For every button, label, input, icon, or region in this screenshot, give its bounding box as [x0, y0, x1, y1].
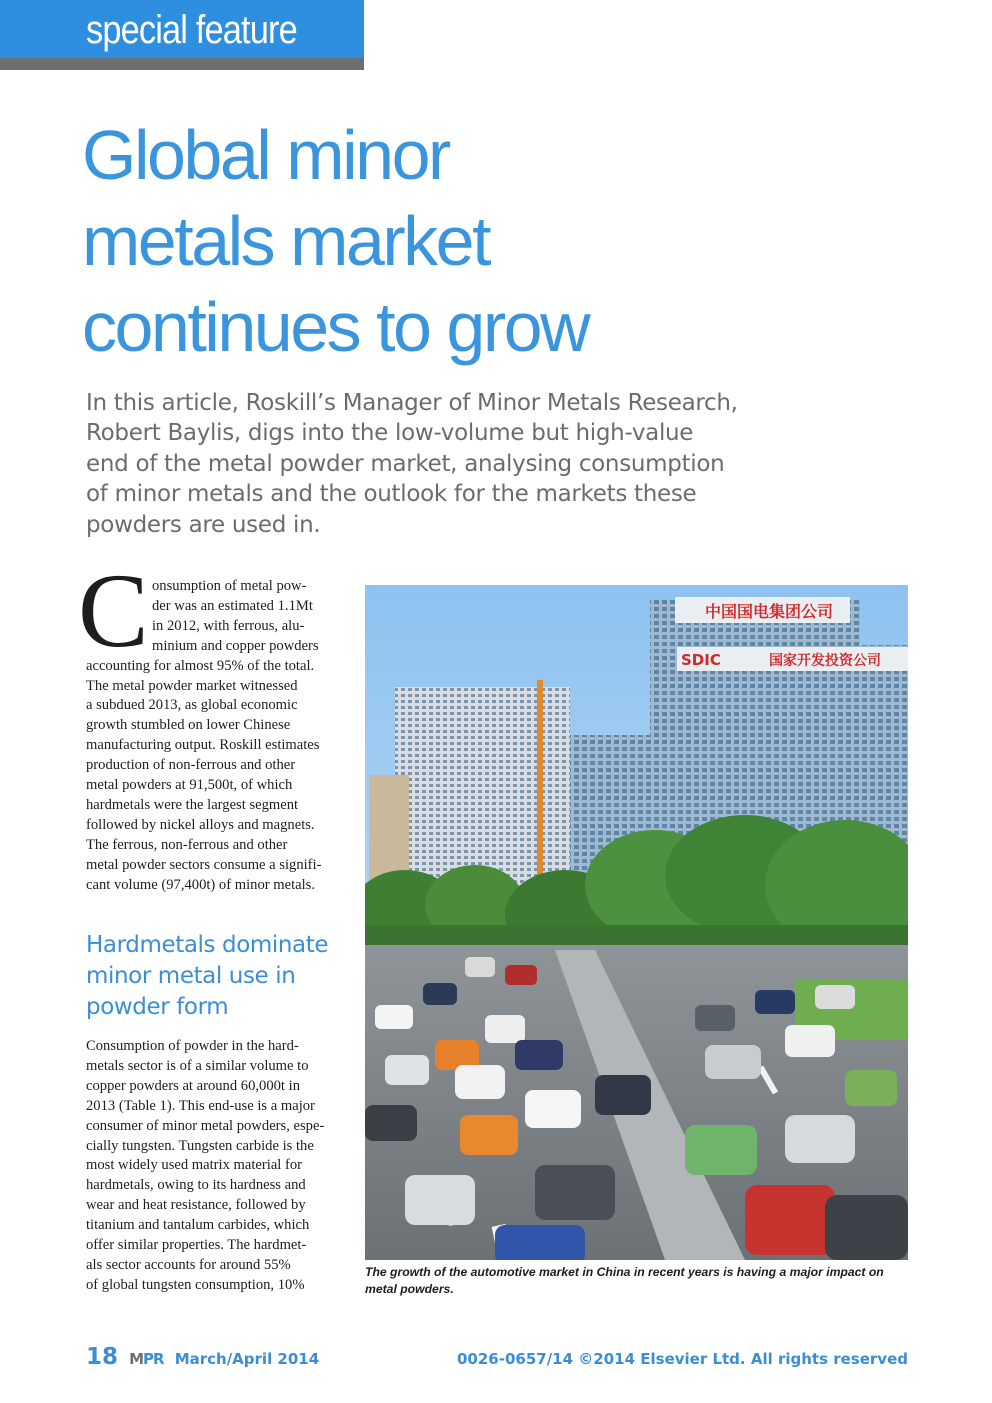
body-line: growth stumbled on lower Chinese	[86, 717, 291, 734]
sign-top-text: 中国国电集团公司	[705, 602, 834, 621]
body-line: most widely used matrix material for	[86, 1157, 303, 1174]
body-line: manufacturing output. Roskill estimates	[86, 737, 320, 754]
body-line: titanium and tantalum carbides, which	[86, 1217, 310, 1234]
body-line: The metal powder market witnessed	[86, 677, 298, 694]
body-line: wear and heat resistance, followed by	[86, 1197, 306, 1214]
body-line: onsumption of metal pow-	[152, 578, 307, 594]
standfirst-line: powders are used in.	[86, 511, 321, 538]
body-line: accounting for almost 95% of the total.	[86, 657, 315, 674]
body-line: in 2012, with ferrous, alu-	[152, 617, 305, 634]
standfirst-line: end of the metal powder market, analysing consumption	[86, 450, 725, 477]
body-line: followed by nickel alloys and magnets.	[86, 816, 315, 833]
standfirst-line: Robert Baylis, digs into the low-volume but high-value	[86, 420, 694, 447]
subhead-line: minor metal use in	[86, 963, 296, 989]
title-line: continues to grow	[82, 288, 589, 366]
logo-part-a: M	[129, 1350, 144, 1368]
body-line: hardmetals, owing to its hardness and	[86, 1177, 306, 1194]
body-line: metal powders at 91,500t, of which	[86, 777, 293, 794]
standfirst	[86, 388, 786, 540]
sign-bottom-text: 国家开发投资公司	[769, 653, 881, 669]
body-line: consumer of minor metal powders, espe-	[86, 1117, 325, 1134]
body-line: production of non-ferrous and other	[86, 757, 296, 774]
caption-line: The growth of the automotive market in China in recent years is having a major impact on	[365, 1265, 884, 1279]
footer-left	[86, 1344, 319, 1370]
crane	[537, 680, 543, 880]
body-line: The ferrous, non-ferrous and other	[86, 836, 288, 853]
standfirst-line: of minor metals and the outlook for the markets these	[86, 481, 697, 508]
standfirst-line: In this article, Roskill’s Manager of Minor Metals Research,	[86, 390, 738, 416]
copyright-notice: 0026-0657/14 ©2014 Elsevier Ltd. All rights reserved	[456, 1350, 908, 1368]
logo-part-b: PR	[143, 1350, 164, 1368]
body-line: 2013 (Table 1). This end-use is a major	[86, 1097, 315, 1114]
body-line: copper powders at around 60,000t in	[86, 1077, 300, 1094]
section-tab-label: special feature	[86, 8, 297, 52]
issue-date: March/April 2014	[174, 1350, 320, 1368]
body-line: a subdued 2013, as global economic	[86, 697, 298, 714]
subhead-line: Hardmetals dominate	[86, 932, 329, 958]
body-line: metals sector is of a similar volume to	[86, 1057, 309, 1074]
article-title	[82, 112, 782, 370]
journal-logo	[129, 1350, 163, 1368]
subhead-line: powder form	[86, 994, 229, 1020]
body-paragraph-2	[86, 1037, 354, 1296]
body-line: als sector accounts for around 55%	[86, 1256, 291, 1273]
body-line: of global tungsten consumption, 10%	[86, 1276, 305, 1293]
body-line: metal powder sectors consume a signifi-	[86, 856, 322, 873]
page-number: 18	[86, 1344, 119, 1370]
caption-line: metal powders.	[365, 1282, 454, 1296]
body-line: Consumption of powder in the hard-	[86, 1038, 299, 1054]
body-line: cially tungsten. Tungsten carbide is the	[86, 1137, 314, 1154]
photo-caption	[365, 1264, 908, 1298]
body-line: der was an estimated 1.1Mt	[152, 597, 313, 614]
title-line: metals market	[82, 202, 490, 280]
section-subhead	[86, 930, 356, 1023]
section-tab	[0, 0, 364, 70]
title-line: Global minor	[82, 116, 449, 194]
traffic-photo	[365, 585, 908, 1260]
drop-cap: C	[78, 552, 149, 669]
body-line: minium and copper powders	[152, 637, 319, 654]
body-line: cant volume (97,400t) of minor metals.	[86, 876, 315, 893]
body-line: offer similar properties. The hardmet-	[86, 1237, 307, 1254]
body-line: hardmetals were the largest segment	[86, 796, 299, 813]
body-paragraph-1	[86, 577, 354, 896]
sign-logo-text: SDIC	[681, 651, 721, 669]
